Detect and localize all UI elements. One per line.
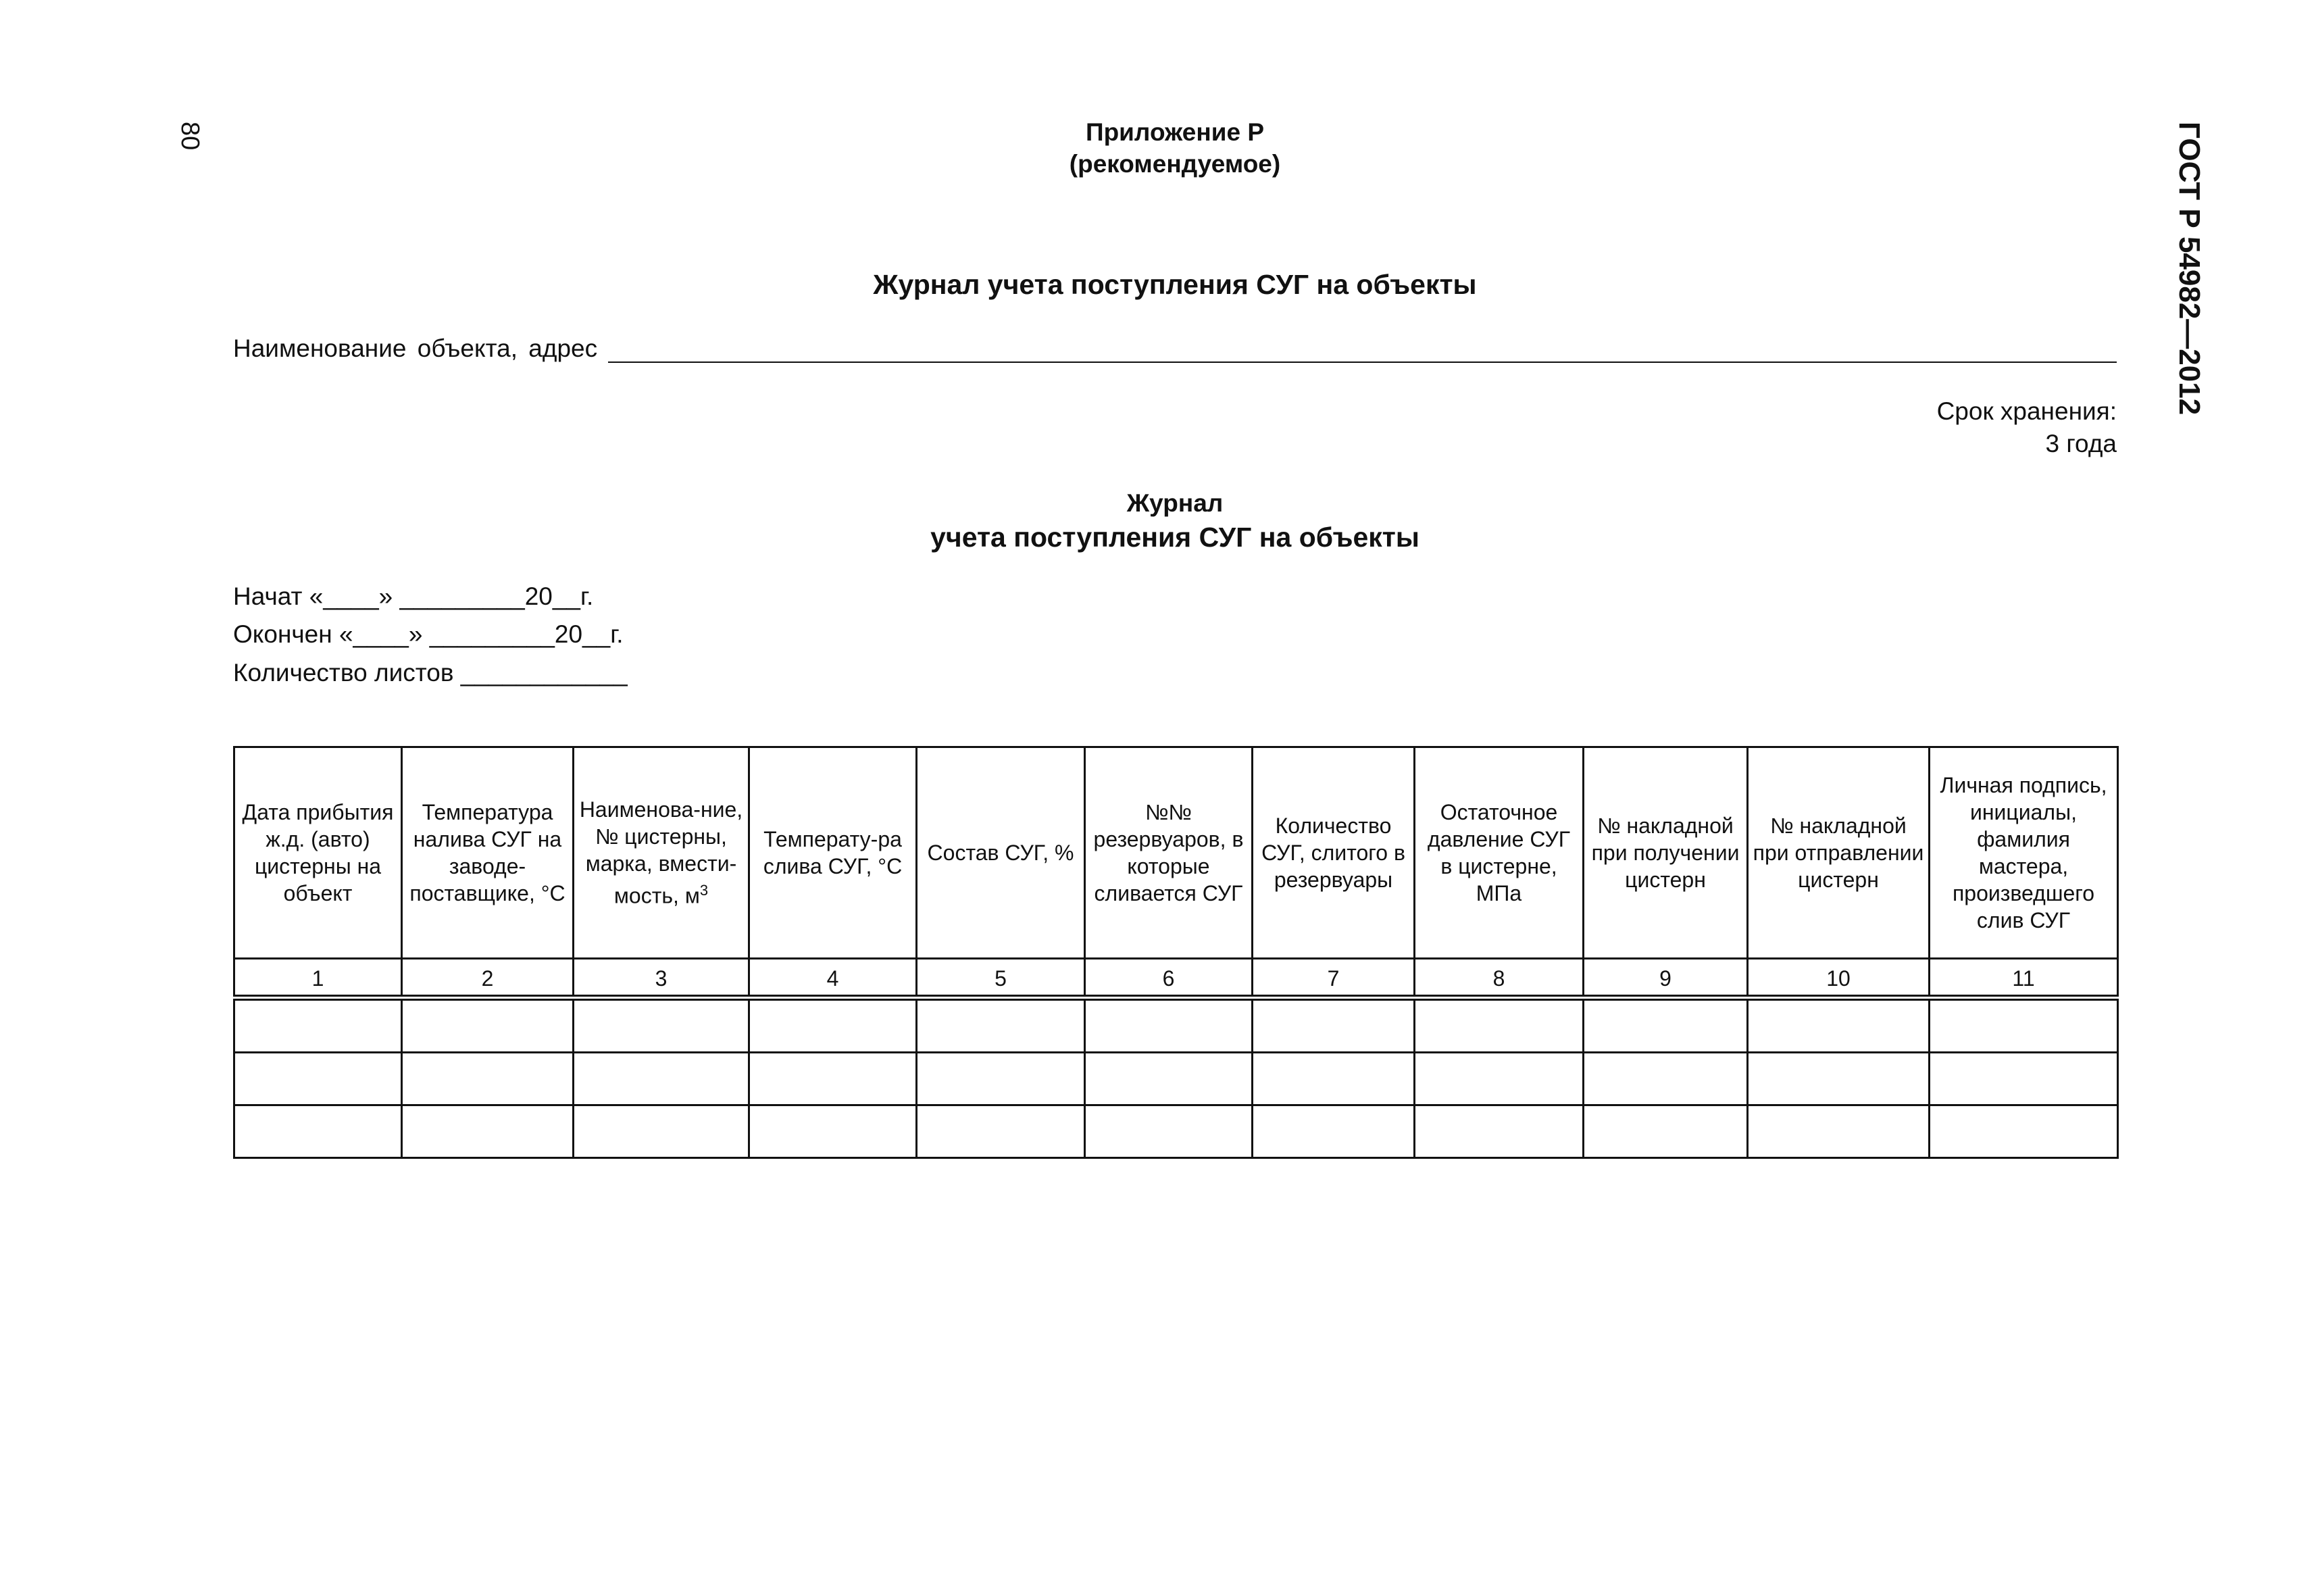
sheet-count-line: Количество листов ____________ [233, 659, 628, 687]
journal-table [233, 746, 2119, 1159]
header-tank-name-text: Наименова-ние, № цистерны, марка, вмести-мость, м [579, 797, 743, 908]
column-number: 2 [402, 959, 574, 998]
table-cell [402, 998, 574, 1053]
object-name-label: Наименование объекта, адрес [233, 334, 598, 362]
table-cell [1253, 998, 1415, 1053]
table-cell [749, 998, 917, 1053]
header-invoice-sent: № накладной при отправлении цистерн [1748, 747, 1930, 959]
finished-date-line: Окончен «____» _________20__г. [233, 620, 624, 648]
table-cell [917, 1105, 1085, 1158]
object-name-field [233, 334, 2117, 363]
header-composition: Состав СУГ, % [917, 747, 1085, 959]
header-filling-temperature: Температура налива СУГ на заводе-поставщике, °С [402, 747, 574, 959]
table-cell [1584, 1053, 1748, 1105]
table-cell [1085, 998, 1253, 1053]
header-arrival-date: Дата прибытия ж.д. (авто) цистерны на объект [234, 747, 402, 959]
retention-value: 3 года [2045, 430, 2117, 457]
table-cell [1930, 998, 2118, 1053]
table-cell [1930, 1105, 2118, 1158]
table-cell [1748, 998, 1930, 1053]
column-number: 5 [917, 959, 1085, 998]
table-cell [402, 1105, 574, 1158]
annex-header [233, 116, 2117, 180]
column-number: 9 [1584, 959, 1748, 998]
column-number: 4 [749, 959, 917, 998]
table-header-row [234, 747, 2118, 959]
table-cell [1748, 1105, 1930, 1158]
table-cell [917, 998, 1085, 1053]
column-number: 10 [1748, 959, 1930, 998]
table-cell [1085, 1105, 1253, 1158]
table-cell [1415, 1053, 1584, 1105]
header-residual-pressure: Остаточное давление СУГ в цистерне, МПа [1415, 747, 1584, 959]
header-invoice-received: № накладной при получении цистерн [1584, 747, 1748, 959]
column-number: 11 [1930, 959, 2118, 998]
column-number: 3 [574, 959, 749, 998]
annex-title: Приложение Р [1085, 118, 1265, 146]
table-row [234, 1105, 2118, 1158]
table-cell [234, 1053, 402, 1105]
column-number: 7 [1253, 959, 1415, 998]
table-cell [1085, 1053, 1253, 1105]
retention-period [1937, 395, 2117, 460]
annex-subtitle: (рекомендуемое) [1069, 150, 1281, 178]
table-cell [749, 1053, 917, 1105]
header-reservoir-numbers: №№ резервуаров, в которые сливается СУГ [1085, 747, 1253, 959]
table-cell [749, 1105, 917, 1158]
header-tank-name [574, 747, 749, 959]
table-cell [402, 1053, 574, 1105]
table-cell [574, 1105, 749, 1158]
table-cell [1415, 998, 1584, 1053]
header-drained-quantity: Количество СУГ, слитого в резервуары [1253, 747, 1415, 959]
column-number-row [234, 959, 2118, 998]
journal-title-line2: учета поступления СУГ на объекты [930, 522, 1419, 553]
header-drain-temperature: Температу-ра слива СУГ, °С [749, 747, 917, 959]
table-cell [234, 1105, 402, 1158]
table-row [234, 998, 2118, 1053]
table-cell [1253, 1053, 1415, 1105]
started-date-line: Начат «____» _________20__г. [233, 582, 594, 610]
table-cell [1253, 1105, 1415, 1158]
standard-designation: ГОСТ Р 54982—2012 [2173, 122, 2206, 416]
table-cell [234, 998, 402, 1053]
column-number: 1 [234, 959, 402, 998]
table-cell [1415, 1105, 1584, 1158]
table-cell [574, 1053, 749, 1105]
form-heading: Журнал учета поступления СУГ на объекты [873, 269, 1477, 300]
table-cell [1748, 1053, 1930, 1105]
column-number: 6 [1085, 959, 1253, 998]
object-name-blank-line [608, 336, 2117, 363]
header-tank-name-superscript: 3 [699, 882, 709, 899]
journal-title-line1: Журнал [1126, 489, 1224, 517]
table-cell [1930, 1053, 2118, 1105]
retention-label: Срок хранения: [1936, 397, 2117, 425]
table-cell [1584, 998, 1748, 1053]
column-number: 8 [1415, 959, 1584, 998]
table-cell [574, 998, 749, 1053]
journal-title [233, 487, 2117, 554]
table-cell [1584, 1105, 1748, 1158]
page-number: 80 [176, 122, 204, 151]
table-row [234, 1053, 2118, 1105]
header-signature: Личная подпись, инициалы, фамилия мастера, произведшего слив СУГ [1930, 747, 2118, 959]
table-cell [917, 1053, 1085, 1105]
